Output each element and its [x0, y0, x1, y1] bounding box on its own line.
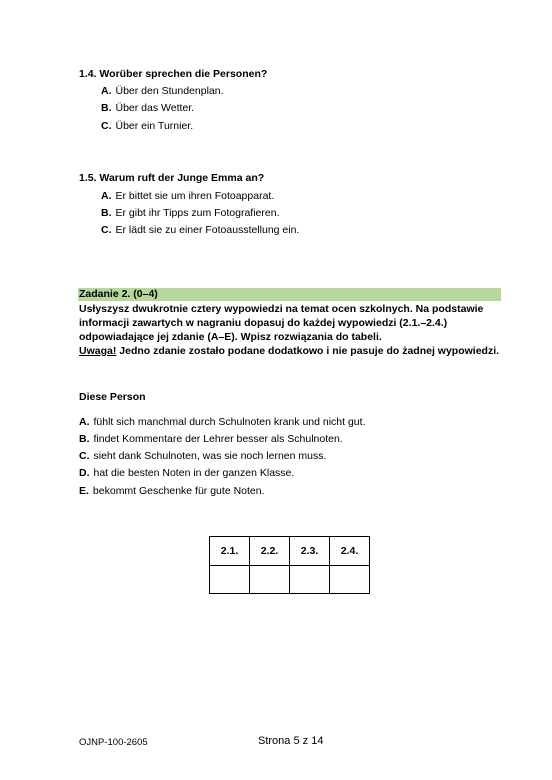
option-letter: B.	[101, 207, 112, 219]
option-letter: A.	[101, 190, 112, 202]
instruction-warning	[79, 345, 499, 357]
option-letter: A.	[101, 85, 112, 97]
statement-text: fühlt sich manchmal durch Schulnoten krank und nicht gut.	[93, 416, 366, 428]
statement-d	[79, 467, 294, 479]
option-letter: C.	[101, 224, 112, 236]
option-text: Über das Wetter.	[115, 102, 195, 114]
answer-header-2-4: 2.4.	[330, 537, 370, 566]
statement-letter: B.	[79, 433, 90, 445]
answer-table-header-row	[210, 537, 370, 566]
q14-option-c	[101, 120, 193, 132]
statement-letter: D.	[79, 467, 90, 479]
statement-text: sieht dank Schulnoten, was sie noch lernen muss.	[93, 450, 327, 462]
q15-option-b	[101, 207, 280, 219]
answer-table	[209, 536, 370, 594]
statement-text: bekommt Geschenke für gute Noten.	[92, 485, 265, 497]
answer-cell-2-2[interactable]	[250, 566, 290, 594]
option-text: Über den Stundenplan.	[115, 85, 224, 97]
q15-option-c	[101, 224, 299, 236]
statement-text: hat die besten Noten in der ganzen Klasse.	[93, 467, 295, 479]
answer-cell-2-1[interactable]	[210, 566, 250, 594]
q14-option-a	[101, 85, 224, 97]
instruction-line-1: Usłyszysz dwukrotnie cztery wypowiedzi na temat ocen szkolnych. Na podstawie	[79, 303, 484, 315]
statement-a	[79, 416, 366, 428]
q14-option-b	[101, 102, 194, 114]
answer-header-2-1: 2.1.	[210, 537, 250, 566]
warning-text: Jedno zdanie zostało podane dodatkowo i nie pasuje do żadnej wypowiedzi.	[116, 345, 500, 357]
task-2-header	[78, 288, 501, 301]
option-text: Über ein Turnier.	[115, 120, 194, 132]
warning-label: Uwaga!	[79, 345, 117, 357]
instruction-line-2: informacji zawartych w nagraniu dopasuj do każdej wypowiedzi (2.1.–2.4.)	[79, 317, 448, 329]
instruction-line-3: odpowiadające jej zdanie (A–E). Wpisz rozwiązania do tabeli.	[79, 331, 382, 343]
statement-c	[79, 450, 326, 462]
question-1-5-title: 1.5. Warum ruft der Junge Emma an?	[79, 172, 265, 184]
option-letter: C.	[101, 120, 112, 132]
answer-header-2-2: 2.2.	[250, 537, 290, 566]
task-2-title: Zadanie 2. (0–4)	[79, 288, 158, 300]
statement-text: findet Kommentare der Lehrer besser als Schulnoten.	[93, 433, 343, 445]
statements-title: Diese Person	[79, 391, 146, 403]
answer-cell-2-3[interactable]	[290, 566, 330, 594]
question-1-4-title: 1.4. Worüber sprechen die Personen?	[79, 68, 268, 80]
statement-letter: E.	[79, 485, 89, 497]
answer-header-2-3: 2.3.	[290, 537, 330, 566]
option-text: Er gibt ihr Tipps zum Fotografieren.	[115, 207, 280, 219]
option-text: Er bittet sie um ihren Fotoapparat.	[115, 190, 275, 202]
statement-e	[79, 485, 265, 497]
statement-letter: A.	[79, 416, 90, 428]
option-letter: B.	[101, 102, 112, 114]
page-number: Strona 5 z 14	[258, 735, 324, 747]
statement-b	[79, 433, 343, 445]
exam-code: OJNP-100-2605	[79, 737, 148, 748]
answer-cell-2-4[interactable]	[330, 566, 370, 594]
option-text: Er lädt sie zu einer Fotoausstellung ein.	[115, 224, 300, 236]
q15-option-a	[101, 190, 274, 202]
statement-letter: C.	[79, 450, 90, 462]
answer-table-input-row	[210, 566, 370, 594]
